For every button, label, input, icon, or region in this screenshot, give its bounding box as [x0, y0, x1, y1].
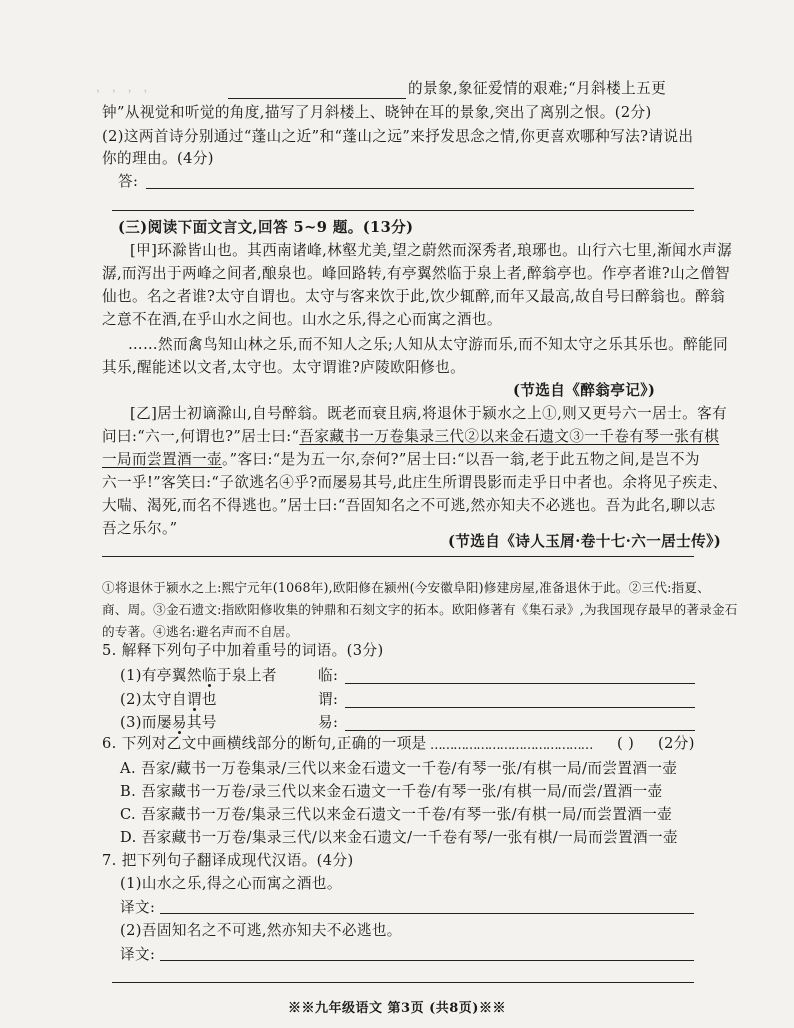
jia-line-6: 其乐,醒能述以文者,太守也。太守谓谁?庐陵欧阳修也。: [102, 359, 466, 376]
answer-line-2[interactable]: [112, 210, 694, 211]
q6-stem: 6. 下列对乙文中画横线部分的断句,正确的一项是: [102, 735, 427, 752]
yi-line-6: 吾之乐尔。”: [102, 520, 178, 537]
q5-item-1-blank[interactable]: [345, 683, 695, 684]
q5-item-2: [120, 689, 217, 711]
q5-item-1-post: 于泉上者: [216, 667, 277, 684]
q5-item-1-key: 临: [201, 667, 217, 684]
q6-score: (2分): [658, 735, 695, 752]
q6-option-c: C. 吾家藏书一万卷/集录三代以来金石遗文一千卷/有琴一张/有棋一局/而尝置酒一壶: [120, 806, 673, 823]
yi-source: (节选自《诗人玉屑·卷十七·六一居士传》): [448, 533, 722, 550]
jia-line-5: ……然而禽鸟知山林之乐,而不知人之乐;人知从太守游而乐,而不知太守之乐其乐也。醉能同: [128, 336, 729, 353]
q5-item-2-blank[interactable]: [345, 707, 695, 708]
q5-item-1: [120, 665, 277, 687]
q5-item-2-pre: (2)太守自: [120, 691, 187, 708]
jia-line-3: 仙也。名之者谁?太守自谓也。太守与客来饮于此,饮少辄醉,而年又最高,故自号曰醉翁也。醉翁: [102, 288, 726, 305]
q7-stem: 7. 把下列句子翻译成现代汉语。(4分): [102, 852, 354, 869]
q5-item-2-post: 也: [201, 691, 217, 708]
q5-item-3-blank[interactable]: [345, 730, 695, 731]
q5-item-3-label: 易:: [318, 714, 339, 731]
q7-sentence-1: (1)山水之乐,得之心而寓之酒也。: [120, 875, 342, 892]
jia-line-4: 之意不在酒,在乎山水之间也。山水之乐,得之心而寓之酒也。: [102, 311, 502, 328]
yi-line-3-tail: 。”客曰:“是为五一尔,奈何?”居士曰:“以吾一翁,老于此五物之间,是岂不为: [221, 451, 700, 468]
answer-line-1[interactable]: [146, 188, 694, 189]
yi-line-2-head: 问曰:“六一,何谓也?”居士曰:“: [102, 428, 300, 445]
q5-item-3-pre: (3)而屡: [120, 714, 172, 731]
q7-trans-label-1: 译文:: [120, 899, 156, 916]
q6-option-b: B. 吾家藏书一万卷/录三代以来金石遗文一千卷/有琴一张/有棋一局/而尝/置酒一壶: [120, 783, 663, 800]
q6-leader-dots: ……………………………………: [430, 737, 593, 752]
bleed-through-text: ， ， ， ，: [96, 80, 156, 94]
yi-underlined-part-1: 吾家藏书一万卷集录三代②以来金石遗文③一千卷有琴一张有棋: [299, 428, 720, 445]
q7-answer-line-1[interactable]: [160, 913, 694, 914]
q6-option-a: A. 吾家/藏书一万卷集录/三代以来金石遗文一千卷/有琴一张/有棋一局/而尝置酒一壶: [120, 760, 678, 777]
jia-line-2: 潺,而泻出于两峰之间者,酿泉也。峰回路转,有亭翼然临于泉上者,醉翁亭也。作亭者谁?山之僧智: [102, 265, 731, 282]
q5-item-1-label: 临:: [318, 667, 339, 684]
q5-item-2-label: 谓:: [318, 691, 339, 708]
q5-item-2-key: 谓: [186, 691, 202, 708]
q-continued-line3: (2)这两首诗分别通过“蓬山之近”和“蓬山之远”来抒发思念之情,你更喜欢哪种写法?请说出: [102, 128, 694, 145]
section3-heading: (三)阅读下面文言文,回答 5~9 题。(13分): [118, 219, 414, 236]
q7-answer-line-2[interactable]: [160, 960, 694, 961]
yi-line-4: 六一乎!”客笑曰:“子欲逃名④乎?而屡易其号,此庄生所谓畏影而走乎日中者也。余将见子疾走、: [102, 474, 728, 491]
yi-line-3: [102, 449, 700, 471]
notes-divider: [102, 556, 694, 557]
note-line-1: ①将退休于颍水之上:熙宁元年(1068年),欧阳修在颍州(今安徽阜阳)修建房屋,准备退休于此。②三代:指夏、: [102, 580, 710, 595]
q5-item-3-post: 其号: [186, 714, 217, 731]
jia-source: (节选自《醉翁亭记》): [513, 382, 656, 399]
answer-label: 答:: [118, 173, 139, 190]
answer-blank-line: [228, 98, 406, 99]
yi-line-1: [乙]居士初谪滁山,自号醉翁。既老而衰且病,将退休于颍水之上①,则又更号六一居士。客有: [130, 405, 728, 422]
yi-line-2: [102, 426, 719, 448]
note-line-2: 商、周。③金石遗文:指欧阳修收集的钟鼎和石刻文字的拓本。欧阳修著有《集石录》,为我国现存最早的著录金石: [102, 602, 738, 617]
yi-line-5: 大喘、渴死,而名不得逃也。”居士曰:“吾固知名之不可逃,然亦知夫不必逃也。吾为此名,聊以志: [102, 497, 716, 514]
q-continued-line1: 的景象,象征爱情的艰难;“月斜楼上五更: [408, 80, 667, 97]
q7-trans-label-2: 译文:: [120, 946, 156, 963]
q5-item-3-key: 易: [171, 714, 187, 731]
yi-underlined-part-2: 一局而尝置酒一壶: [102, 451, 222, 468]
q-continued-line2: 钟”从视觉和听觉的角度,描写了月斜楼上、晓钟在耳的景象,突出了离别之恨。(2分): [102, 104, 652, 121]
q5-stem: 5. 解释下列句子中加着重号的词语。(3分): [102, 642, 384, 659]
jia-line-1: [甲]环滁皆山也。其西南诸峰,林壑尤美,望之蔚然而深秀者,琅琊也。山行六七里,渐闻水声潺: [130, 242, 733, 259]
q6-answer-paren[interactable]: ( ): [617, 735, 635, 752]
q7-sentence-2: (2)吾固知名之不可逃,然亦知夫不必逃也。: [120, 922, 402, 939]
q-continued-line4: 你的理由。(4分): [102, 150, 214, 167]
q5-item-1-pre: (1)有亭翼然: [120, 667, 202, 684]
q6-option-d: D. 吾家藏书一万卷/集录三代/以来金石遗文/一千卷有琴/一张有棋/一局而尝置酒一壶: [120, 829, 679, 846]
q5-item-3: [120, 712, 217, 734]
page-footer: ※※九年级语文 第3页 (共8页)※※: [288, 1001, 506, 1016]
q7-answer-line-3[interactable]: [112, 982, 694, 983]
note-line-3: 的专著。④逃名:避名声而不自居。: [102, 624, 299, 639]
